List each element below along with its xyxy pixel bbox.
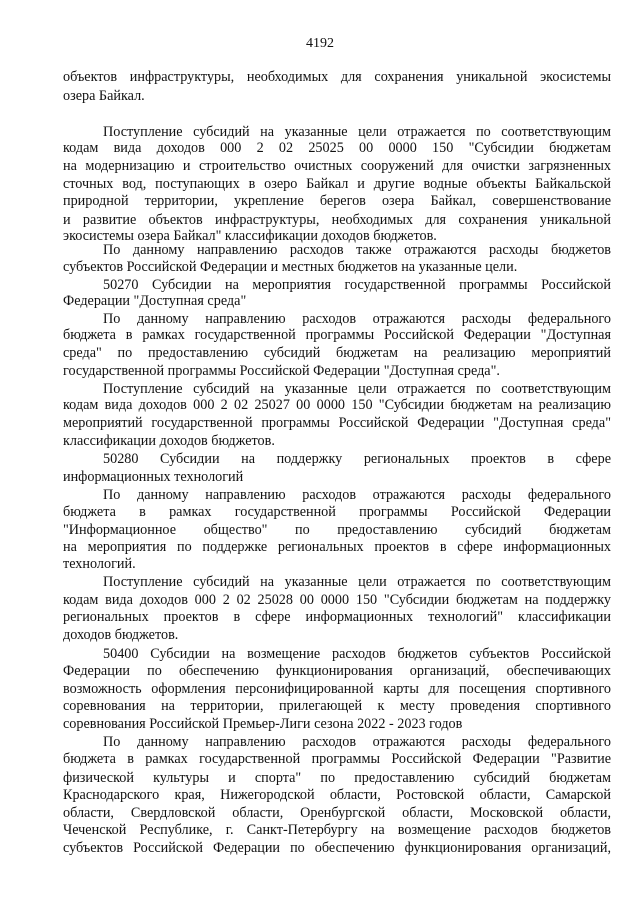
text-line: природной территории, укрепление берегов озера Байкал, совершенствование xyxy=(63,193,611,209)
text-line: Федерации "Доступная среда" xyxy=(63,293,247,309)
text-line: экосистемы озера Байкал" классификации доходов бюджетов. xyxy=(63,228,437,244)
text-line: бюджета в рамках государственной программы Российской Федерации "Развитие xyxy=(63,751,611,767)
text-line: физической культуры и спорта" по предоставлению субсидий бюджетам xyxy=(63,770,611,786)
page-number: 4192 xyxy=(306,36,334,51)
text-line: и развитие объектов инфраструктуры, необходимых для сохранения уникальной xyxy=(63,212,611,228)
text-line: По данному направлению расходов отражаются расходы федерального xyxy=(103,734,611,750)
text-line: доходов бюджетов. xyxy=(63,627,179,643)
text-line: "Информационное общество" по предоставлению субсидий бюджетам xyxy=(63,522,611,538)
text-line: озера Байкал. xyxy=(63,88,145,104)
text-line: Поступление субсидий на указанные цели отражается по соответствующим xyxy=(103,381,611,397)
text-line: на мероприятия по поддержке региональных проектов в сфере информационных xyxy=(63,539,611,555)
text-line: бюджета в рамках государственной программы Российской Федерации xyxy=(63,504,611,520)
text-line: соревнования Российской Премьер-Лиги сезона 2022 - 2023 годов xyxy=(63,716,463,732)
text-line: на модернизацию и строительство очистных сооружений для очистки загрязненных xyxy=(63,158,611,174)
text-line: Чеченской Республике, г. Санкт-Петербургу на возмещение расходов бюджетов xyxy=(63,822,611,838)
text-line: возможность оформления персонифицированной карты для посещения спортивного xyxy=(63,681,611,697)
text-line: среда" по предоставлению субсидий бюджетам на реализацию мероприятий xyxy=(63,345,611,361)
text-line: сточных вод, поступающих в озеро Байкал и другие водные объекты Байкальской xyxy=(63,176,611,192)
text-line: Поступление субсидий на указанные цели отражается по соответствующим xyxy=(103,574,611,590)
text-line: информационных технологий xyxy=(63,469,244,485)
text-line: классификации доходов бюджетов. xyxy=(63,433,275,449)
text-line: области, Свердловской области, Оренбургской области, Московской области, xyxy=(63,805,611,821)
text-line: соревнования на территории, прилегающей к месту проведения спортивного xyxy=(63,698,611,714)
text-line: субъектов Российской Федерации по обеспечению функционирования организаций, xyxy=(63,840,611,856)
text-line: По данному направлению расходов также отражаются расходы бюджетов xyxy=(103,242,611,258)
text-line: По данному направлению расходов отражаются расходы федерального xyxy=(103,311,611,327)
text-line: Краснодарского края, Нижегородской области, Ростовской области, Самарской xyxy=(63,787,611,803)
text-line: кодам вида доходов 000 2 02 25025 00 0000 150 "Субсидии бюджетам xyxy=(63,140,611,156)
text-line: кодам вида доходов 000 2 02 25028 00 0000 150 "Субсидии бюджетам на поддержку xyxy=(63,592,611,608)
text-line: Федерации по обеспечению функционирования организаций, обеспечивающих xyxy=(63,663,611,679)
text-line: объектов инфраструктуры, необходимых для сохранения уникальной экосистемы xyxy=(63,69,611,85)
text-line: 50280 Субсидии на поддержку региональных проектов в сфере xyxy=(103,451,611,467)
text-line: бюджета в рамках государственной программы Российской Федерации "Доступная xyxy=(63,327,611,343)
text-line: региональных проектов в сфере информационных технологий" классификации xyxy=(63,609,611,625)
text-line: кодам вида доходов 000 2 02 25027 00 0000 150 "Субсидии бюджетам на реализацию xyxy=(63,397,611,413)
text-line: 50400 Субсидии на возмещение расходов бюджетов субъектов Российской xyxy=(103,646,611,662)
text-line: субъектов Российской Федерации и местных бюджетов на указанные цели. xyxy=(63,259,518,275)
text-line: технологий. xyxy=(63,556,136,572)
text-line: мероприятий государственной программы Российской Федерации "Доступная среда" xyxy=(63,415,611,431)
text-line: По данному направлению расходов отражаются расходы федерального xyxy=(103,487,611,503)
text-line: Поступление субсидий на указанные цели отражается по соответствующим xyxy=(103,124,611,140)
text-line: государственной программы Российской Федерации "Доступная среда". xyxy=(63,363,500,379)
text-line: 50270 Субсидии на мероприятия государственной программы Российской xyxy=(103,277,611,293)
